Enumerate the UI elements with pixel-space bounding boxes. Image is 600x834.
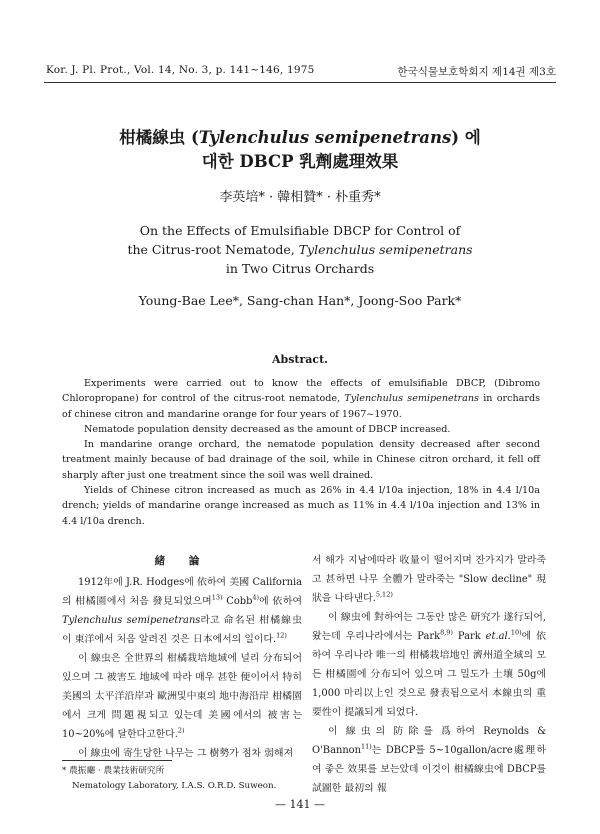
intro-paragraph: 이 線虫에 寄生당한 나무는 그 樹勢가 점차 弱해져 — [78, 748, 294, 759]
footnote-affiliation-korean: * 農振廳 · 農業技術研究所 — [62, 766, 165, 776]
abstract-heading: Abstract. — [271, 353, 329, 366]
korean-title-line1: 柑橘線虫 (Tylenchulus semipenetrans) 에 — [119, 128, 481, 147]
right-column — [312, 551, 546, 798]
journal-citation: Kor. J. Pl. Prot., Vol. 14, No. 3, p. 141~146, 1975 — [46, 64, 315, 76]
abstract-paragraph: Experiments were carried out to know the effects of emulsifiable DBCP, (Dibromo Chloropropane) for control of the citrus-root nematode, Tylenchulus semipenetrans in orchards of chinese citron and mandarine orange for four years of 1967~1970. — [62, 378, 541, 420]
abstract-paragraph: Nematode population density decreased as the amount of DBCP increased. — [84, 423, 451, 435]
intro-paragraph: 이 線虫에 對하여는 그동안 많은 研究가 遂行되어, 왔는데 우리나라에서는 Park$^{8,9)}$ Park et.al.$^{10)}$에 依하여 우리나라 唯一의 柑橘栽培地인 濟州道全域의 모든 柑橘園에 分布되어 있으며 그 밀도가 土壤 50g에 1,000 마리以上인 것으로 發表됨으로서 本線虫의 重要性이 提議되게 되었다. — [312, 612, 546, 718]
intro-paragraph: 서 해가 지남에따라 收量이 떨어지며 잔가지가 말라죽고 甚하면 나무 全體가 말라죽는 "Slow decline" 現狀을 나타낸다.$^{5,12)}$ — [312, 555, 546, 604]
abstract-body — [62, 376, 540, 529]
english-authors: Young-Bae Lee*, Sang-chan Han*, Joong-Soo Park* — [138, 293, 462, 308]
korean-authors: 李英培* · 韓相贊* · 朴重秀* — [219, 190, 381, 205]
intro-paragraph: 1912年에 J.R. Hodges에 依하여 美國 California의 柑橘園에서 처음 發見되었으며$^{13)}$ Cobb$^{4)}$에 依하여 Tylenchulus semipenetrans라고 命名된 柑橘線虫이 東洋에서 처음 알려진 것은 日本에서의 일이다.$^{12)}$ — [62, 577, 303, 645]
species-name: Tylenchulus semipenetrans — [198, 128, 452, 147]
intro-paragraph: 이 線虫은 全世界의 柑橘栽培地域에 널리 分布되어 있으며 그 被害도 地域에 따라 매우 甚한 便이어서 特히 美國의 太平洋沿岸과 歐洲및中東의 地中海沿岸 柑橘園에서 크게 問題視되고 있는데 美國에서의 被害는 10~20%에 달한다고한다.$^{2)}$ — [62, 653, 302, 740]
intro-paragraph: 이 線虫의 防除를 爲하여 Reynolds & O'Bannon$^{11)}$는 DBCP를 5~10gallon/acre處理하여 좋은 效果를 보는았데 이것이 柑橘線虫에 DBCP를 試圖한 最初의 報 — [312, 726, 546, 794]
abstract-paragraph: In mandarine orange orchard, the nematode population density decreased after second treatment mainly because of bad drainage of the soil, while in Chinese citron orchard, it fell off sharply after just one treatment since the soil was well drained. — [62, 439, 540, 481]
english-title: On the Effects of Emulsifiable DBCP for Control of the Citrus-root Nematode, Tylenchulus semipenetrans in Two Citrus Orchards — [127, 223, 473, 276]
footnote-rule — [62, 760, 172, 761]
page-number: — 141 — — [275, 798, 325, 811]
header-rule — [44, 82, 556, 83]
journal-korean-title: 한국식물보호학회지 제14권 제3호 — [397, 66, 556, 78]
abstract-paragraph: Yields of Chinese citron increased as much as 26% in 4.4 l/10a injection, 18% in 4.4 l/10a drench; yields of mandarine orange increased as much as 11% in 4.4 l/10a injection and 13% in 4.4 l/10a drench. — [62, 485, 540, 527]
footnote-affiliation-english: Nematology Laboratory, I.A.S. O.R.D. Suweon. — [72, 781, 277, 791]
left-column — [62, 573, 302, 763]
korean-title-line2: 대한 DBCP 乳劑處理效果 — [201, 152, 399, 171]
section-heading-introduction: 緒 論 — [154, 555, 210, 567]
species-name-english: Tylenchulus semipenetrans — [298, 242, 473, 257]
